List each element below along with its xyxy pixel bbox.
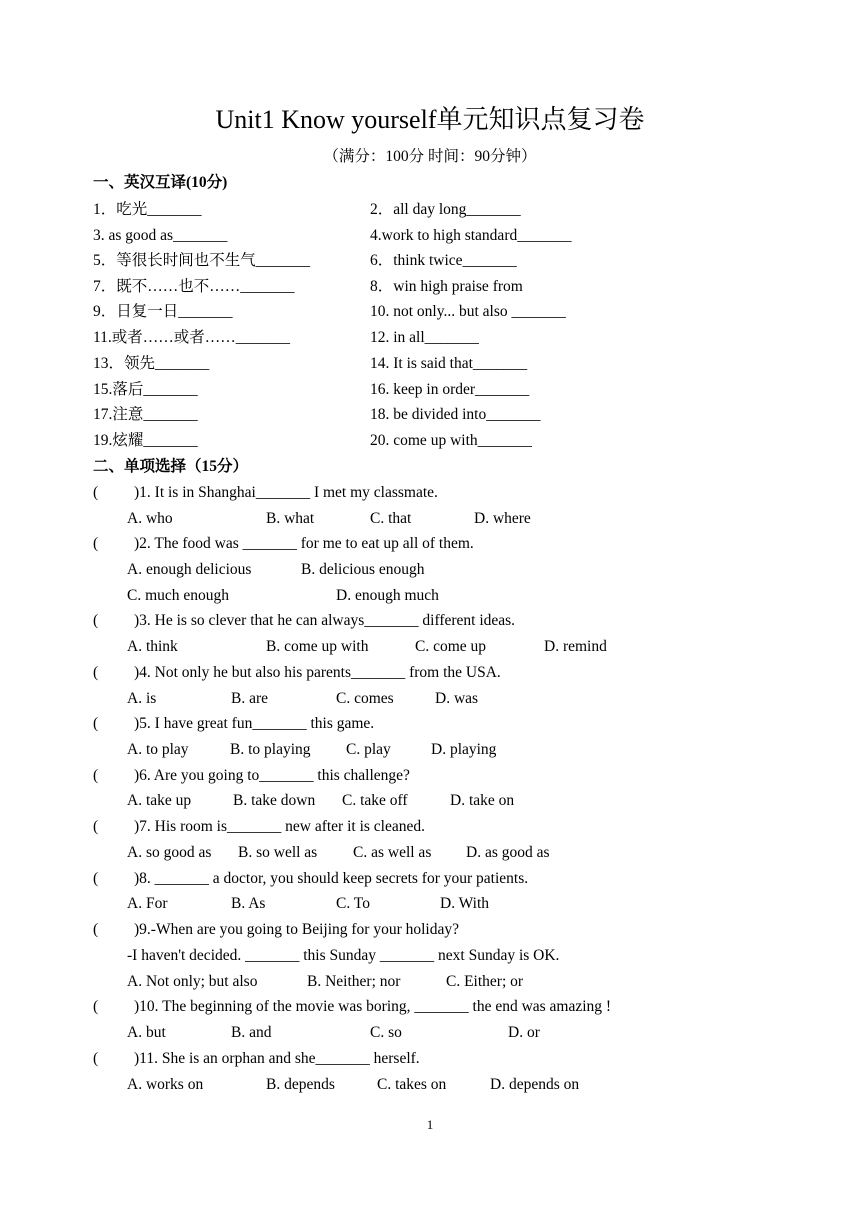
vocab-item: 7．既不……也不……_______ (93, 278, 295, 295)
answer-bracket: ( (93, 612, 99, 629)
option: A. works on (127, 1076, 204, 1093)
option: B. depends (266, 1076, 335, 1093)
option: C. as well as (353, 844, 432, 861)
vocab-item: 17.注意_______ (93, 406, 198, 423)
option: B. so well as (238, 844, 318, 861)
option: D. as good as (466, 844, 550, 861)
option: C. take off (342, 792, 408, 809)
option: A. For (127, 895, 168, 912)
option: D. or (508, 1024, 540, 1041)
option: A. take up (127, 792, 192, 809)
answer-bracket: ( (93, 715, 99, 732)
option: D. where (474, 510, 531, 527)
option: B. what (266, 510, 315, 527)
vocab-item: 8．win high praise from (370, 278, 523, 295)
option: A. think (127, 638, 178, 655)
question-stem: )8. _______ a doctor, you should keep secrets for your patients. (134, 870, 529, 887)
option: B. take down (233, 792, 316, 809)
option: B. and (231, 1024, 272, 1041)
vocab-item: 14. It is said that_______ (370, 355, 528, 372)
vocab-item: 5．等很长时间也不生气_______ (93, 252, 311, 269)
option: B. are (231, 690, 269, 707)
option: C. much enough (127, 587, 230, 604)
option: B. As (231, 895, 266, 912)
question-stem: )11. She is an orphan and she_______ herself. (134, 1050, 420, 1067)
answer-bracket: ( (93, 998, 99, 1015)
question-stem: )3. He is so clever that he can always_______ different ideas. (134, 612, 516, 629)
option: C. To (336, 895, 370, 912)
vocab-item: 20. come up with_______ (370, 432, 532, 449)
option: B. to playing (230, 741, 311, 758)
option: B. come up with (266, 638, 369, 655)
vocab-item: 2．all day long_______ (370, 201, 521, 218)
question-stem: )9.-When are you going to Beijing for your holiday? (134, 921, 459, 938)
option: A. is (127, 690, 157, 707)
vocab-item: 3. as good as_______ (93, 227, 228, 244)
option: D. depends on (490, 1076, 580, 1093)
answer-bracket: ( (93, 818, 99, 835)
vocab-item: 13．领先_______ (93, 355, 210, 372)
question-stem: )1. It is in Shanghai_______ I met my classmate. (134, 484, 438, 501)
option: C. Either; or (446, 973, 524, 990)
section1-heading: 一、英汉互译(10分) (93, 174, 228, 191)
vocab-item: 12. in all_______ (370, 329, 479, 346)
option: C. play (346, 741, 391, 758)
vocab-item: 15.落后_______ (93, 381, 198, 398)
answer-bracket: ( (93, 870, 99, 887)
option: A. so good as (127, 844, 212, 861)
question-stem: )7. His room is_______ new after it is cleaned. (134, 818, 425, 835)
option: D. enough much (336, 587, 439, 604)
question-stem: )2. The food was _______ for me to eat up all of them. (134, 535, 474, 552)
question-stem: )10. The beginning of the movie was boring, _______ the end was amazing ! (134, 998, 612, 1015)
option: A. Not only; but also (127, 973, 258, 990)
vocab-item: 11.或者……或者……_______ (93, 329, 291, 346)
option: D. was (435, 690, 479, 707)
answer-bracket: ( (93, 921, 99, 938)
question-dialogue: -I haven't decided. _______ this Sunday _______ next Sunday is OK. (127, 947, 560, 964)
option: C. so (370, 1024, 402, 1041)
vocab-item: 16. keep in order_______ (370, 381, 530, 398)
answer-bracket: ( (93, 664, 99, 681)
option: B. Neither; nor (307, 973, 401, 990)
option: A. to play (127, 741, 189, 758)
question-stem: )6. Are you going to_______ this challenge? (134, 767, 410, 784)
answer-bracket: ( (93, 535, 99, 552)
vocab-item: 9．日复一日_______ (93, 303, 233, 320)
option: D. remind (544, 638, 607, 655)
page-title: Unit1 Know yourself单元知识点复习卷 (215, 105, 645, 134)
option: C. that (370, 510, 412, 527)
page-subtitle: （满分：100分 时间：90分钟） (323, 148, 537, 165)
answer-bracket: ( (93, 484, 99, 501)
vocab-item: 19.炫耀_______ (93, 432, 198, 449)
answer-bracket: ( (93, 1050, 99, 1067)
option: C. takes on (377, 1076, 447, 1093)
vocab-item: 10. not only... but also _______ (370, 303, 566, 320)
option: D. With (440, 895, 490, 912)
vocab-item: 6．think twice_______ (370, 252, 517, 269)
option: A. but (127, 1024, 166, 1041)
option: D. playing (431, 741, 497, 758)
page-number: 1 (426, 1117, 434, 1132)
question-stem: )5. I have great fun_______ this game. (134, 715, 375, 732)
vocab-item: 1．吃光_______ (93, 201, 202, 218)
option: C. come up (415, 638, 487, 655)
option: A. enough delicious (127, 561, 252, 578)
option: A. who (127, 510, 173, 527)
vocab-item: 4.work to high standard_______ (370, 227, 572, 244)
section2-heading: 二、单项选择（15分） (93, 458, 249, 475)
question-stem: )4. Not only he but also his parents_______ from the USA. (134, 664, 501, 681)
option: C. comes (336, 690, 394, 707)
option: B. delicious enough (301, 561, 425, 578)
vocab-item: 18. be divided into_______ (370, 406, 541, 423)
option: D. take on (450, 792, 515, 809)
answer-bracket: ( (93, 767, 99, 784)
